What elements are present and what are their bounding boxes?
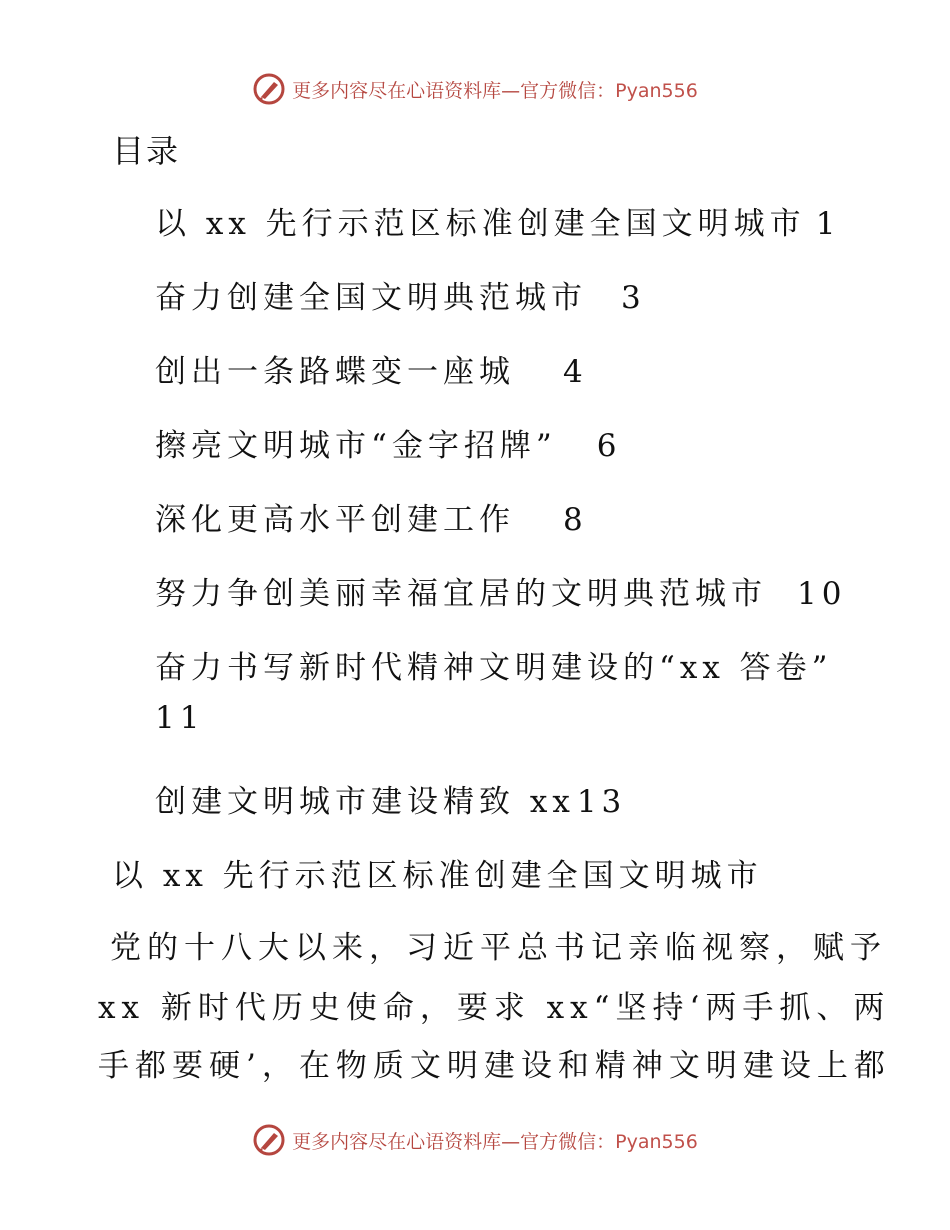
pen-logo-icon <box>252 1123 286 1157</box>
watermark-text: 更多内容尽在心语资料库—官方微信：Pyan556 <box>292 79 698 102</box>
watermark-footer <box>0 1123 950 1157</box>
toc-item-page: 13 <box>576 784 627 820</box>
toc-item-label: 擦亮文明城市“金字招牌” <box>155 428 557 464</box>
toc-item-label: 创建文明城市建设精致 xx <box>155 784 575 820</box>
watermark-text: 更多内容尽在心语资料库—官方微信：Pyan556 <box>292 1130 698 1153</box>
toc-item-page-wrapped <box>155 700 204 736</box>
toc-item[interactable] <box>155 642 833 687</box>
toc-item[interactable] <box>155 568 846 613</box>
article-line: xx 新时代历史使命，要求 xx“坚持‘两手抓、两 <box>98 990 891 1026</box>
toc-item-page: 8 <box>563 502 588 538</box>
toc-item[interactable] <box>155 776 626 821</box>
toc-item-page: 3 <box>621 280 646 316</box>
toc-item-page: 10 <box>797 576 847 612</box>
watermark-header <box>0 72 950 106</box>
toc-item-page: 11 <box>155 700 205 736</box>
toc-item-label: 奋力书写新时代精神文明建设的“xx 答卷” <box>155 650 833 686</box>
toc-item[interactable] <box>155 198 840 243</box>
toc-item-label: 创出一条路蝶变一座城 <box>155 354 515 390</box>
toc-item-page: 1 <box>815 206 841 242</box>
article-heading: 以 xx 先行示范区标准创建全国文明城市 <box>112 858 763 894</box>
toc-item-label: 努力争创美丽幸福宜居的文明典范城市 <box>155 576 767 612</box>
toc-item-label: 以 xx 先行示范区标准创建全国文明城市 <box>155 206 806 242</box>
toc-item-page: 4 <box>563 354 588 390</box>
toc-item[interactable] <box>155 420 621 465</box>
pen-logo-icon <box>252 72 286 106</box>
toc-item-label: 深化更高水平创建工作 <box>155 502 515 538</box>
toc-item-page: 6 <box>596 428 622 464</box>
toc-item-label: 奋力创建全国文明典范城市 <box>155 280 587 316</box>
toc-title: 目录 <box>112 132 181 170</box>
article-line: 党的十八大以来，习近平总书记亲临视察，赋予 <box>110 930 887 966</box>
toc-item[interactable] <box>155 272 646 317</box>
toc-item[interactable] <box>155 494 588 539</box>
toc-item[interactable] <box>155 346 588 391</box>
article-line: 手都要硬’，在物质文明建设和精神文明建设上都 <box>98 1048 891 1084</box>
